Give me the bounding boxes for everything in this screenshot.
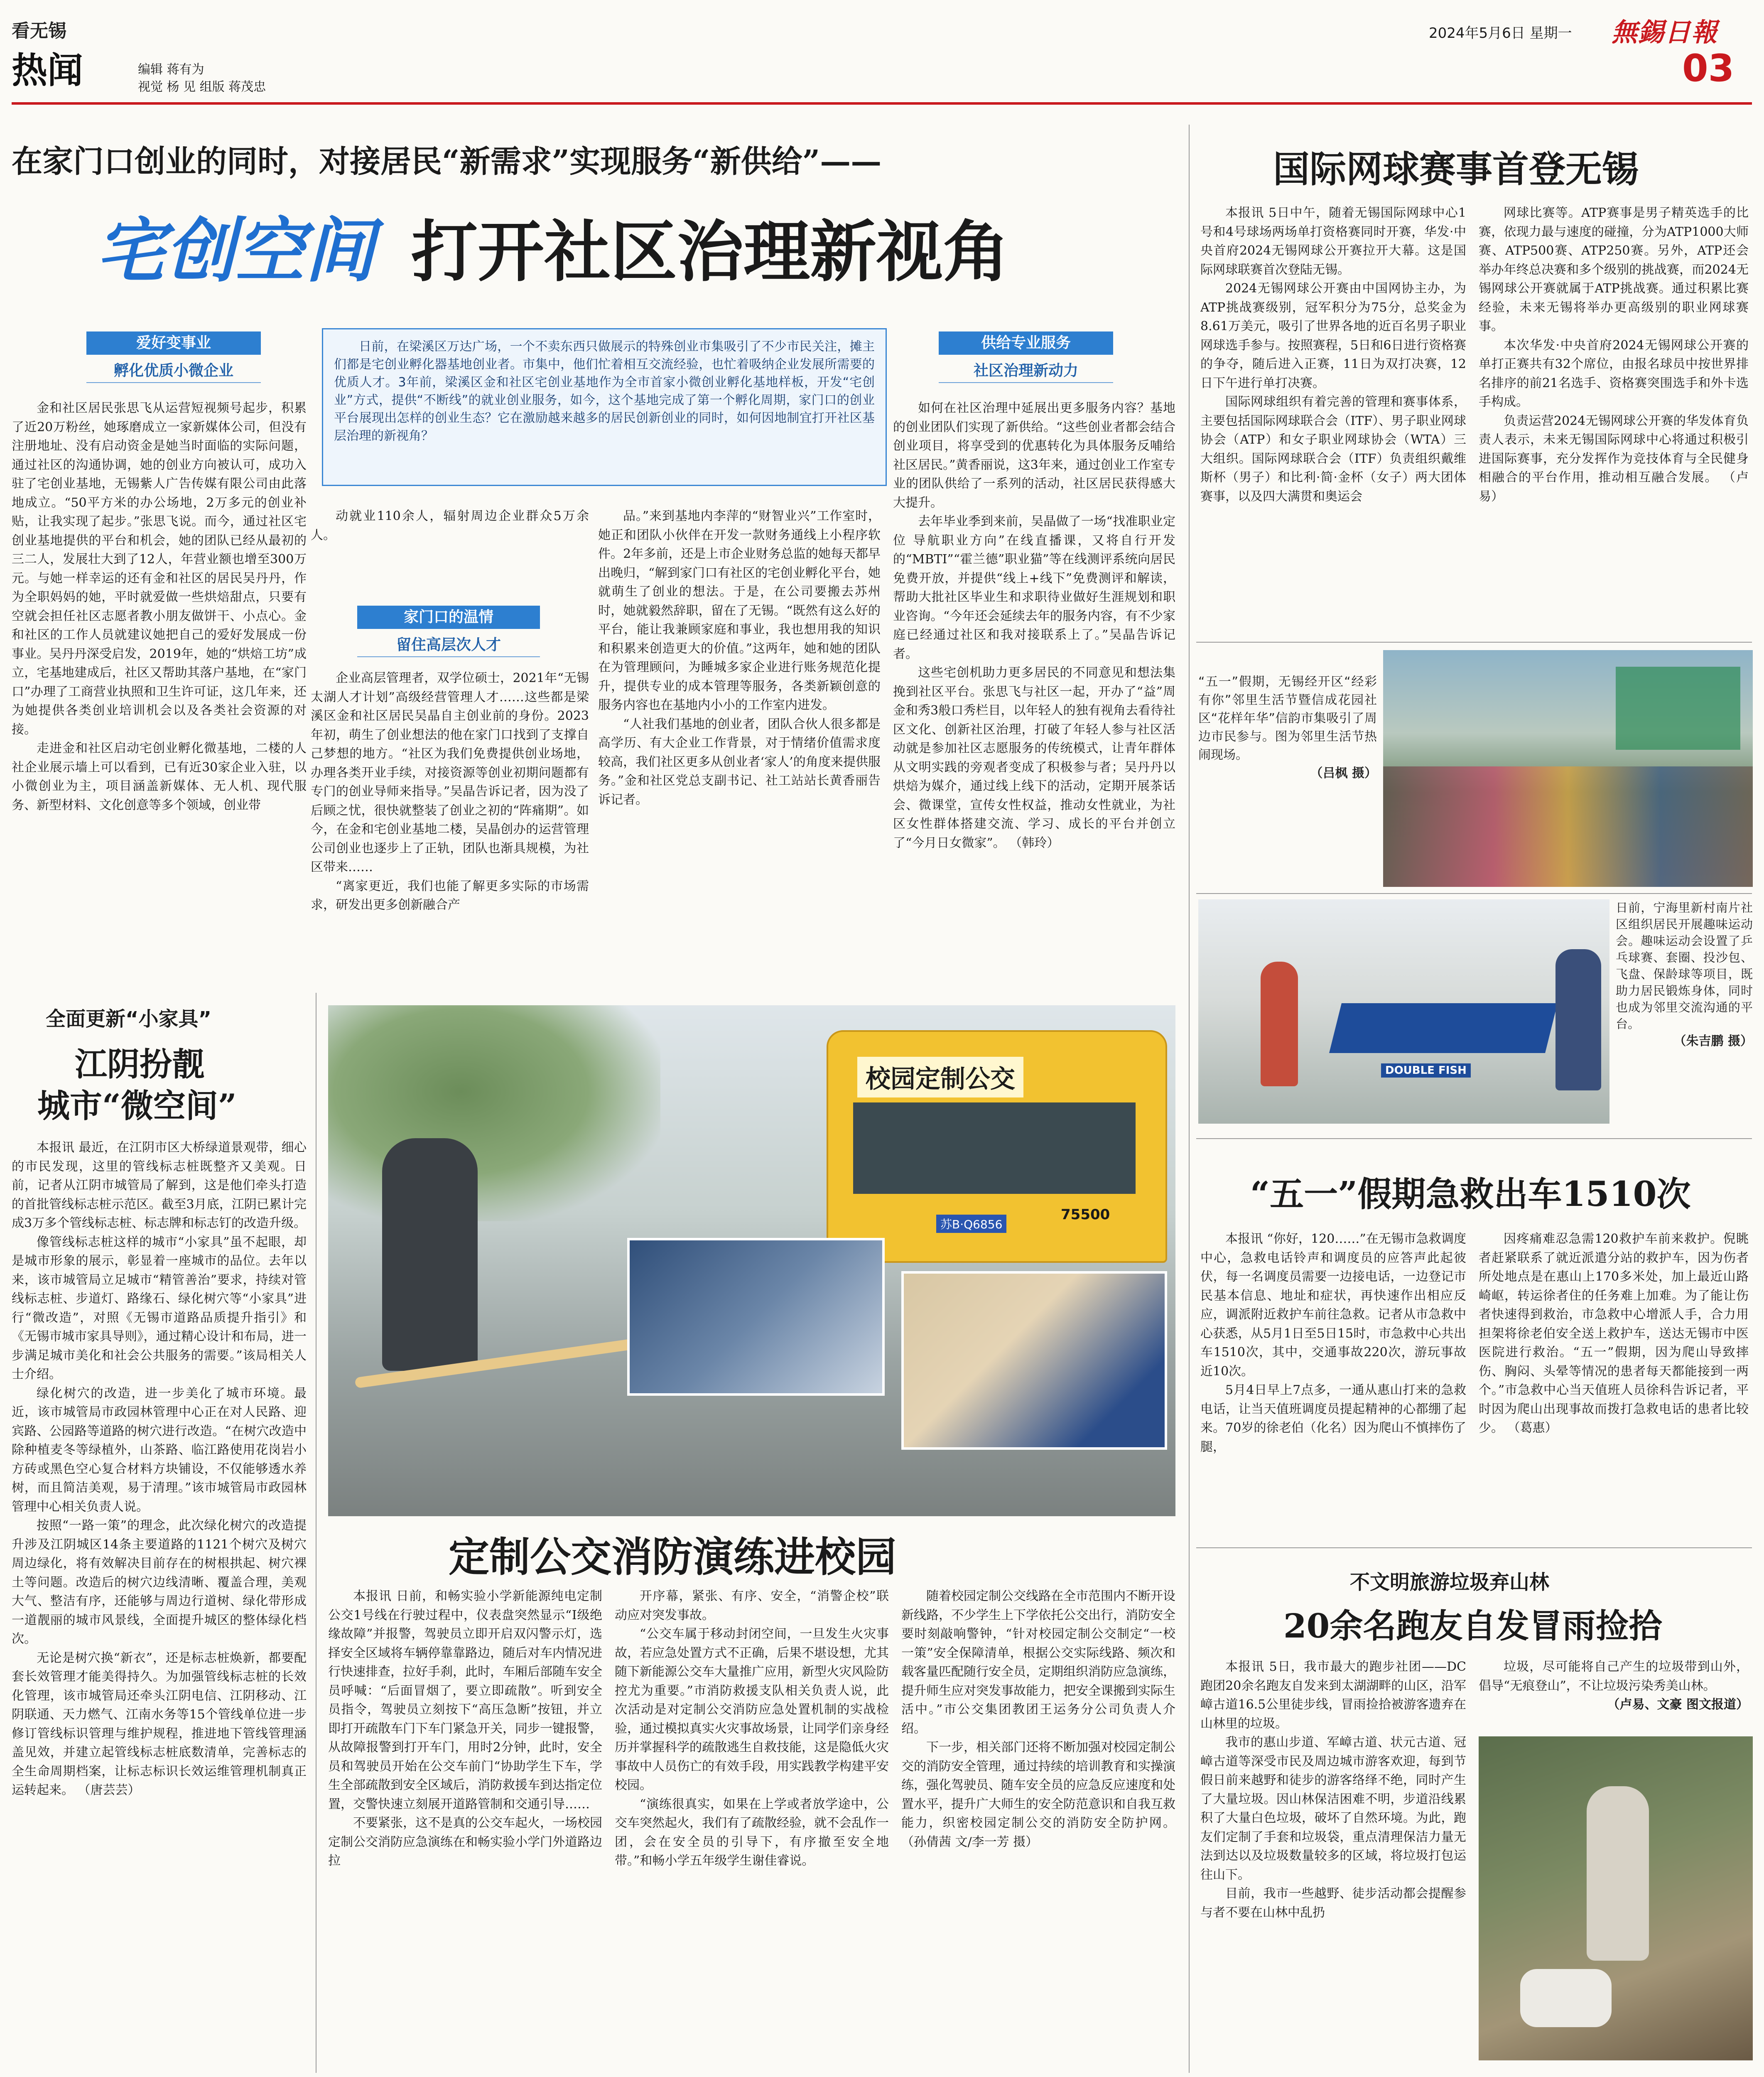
bus-col1 [328,1587,602,2069]
paragraph: 绿化树穴的改造，进一步美化了城市环境。最近，该市城管局市政园林管理中心正在对人民路、迎宾路、公园路等道路的树穴进行改造。“在树穴改造中除种植麦冬等绿植外，山茶路、临江路使用花岗岩小方砖或黑色空心复合材料方块铺设，不仅能够透水养树，而且简洁美观，易于清理。”该市城管局市政园林管理中心相关负责人说。 [12,1386,307,1514]
divider-labor [1196,893,1752,894]
mountain-col1 [1200,1657,1466,2073]
lead-kicker: 在家门口创业的同时，对接居民“新需求”实现服务“新供给”—— [12,144,882,179]
bus-title: 定制公交消防演练进校园 [449,1533,897,1581]
pingpong-table-text: DOUBLE FISH [1381,1063,1471,1078]
editors-line-1: 编辑 蒋有为 [138,62,204,77]
paragraph: “离家更近，我们也能了解更多实际的市场需求，研发出更多创新融合产 [311,879,589,912]
firefighter-figure [382,1138,478,1371]
furniture-title-line2: 城市“微空间” [37,1087,237,1125]
paragraph: 金和社区居民张思飞从运营短视频号起步，积累了近20万粉丝，她琢磨成立一家新媒体公司，但没有注册地址、没有启动资金是她当时面临的实际问题，通过社区的沟通协调，她的创业方向被认可，成功入驻了宅创业基地，无锡紫人广告传媒有限公司由此落地成立。“50平方米的办公场地，2万多元的创业补贴，让我实现了起步。”张思飞说。而今，通过社区宅创业基地提供的平台和机会，她的团队已经从最初的三二人，发展壮大到了12人，年营业额也增至300万元。与她一样幸运的还有金和社区的居民吴丹丹，作为全职妈妈的她，平时就爱做一些烘焙甜点，只要有空就会担任社区志愿者教小朋友做饼干、小点心。金和社区的工作人员就建议她把自己的爱好发展成一份事业。吴丹丹深受启发，2019年，她的“烘焙工坊”成立，宅基地建成后，社区又帮助其落户基地，在“家门口”办理了工商营业执照和卫生许可证，这几年来，还为她提供各类创业培训机会以及各类社会资源的对接。 [12,401,307,737]
lead-col1 [12,399,307,989]
pingpong-table [1329,1003,1558,1053]
paragraph: 5月4日早上7点多，一通从惠山打来的急救电话，让当天值班调度员提起精神的心都绷了起来。70岁的徐老伯（化名）因为爬山不慎摔伤了腿， [1200,1383,1466,1454]
paragraph: 动就业110余人，辐射周边企业群众5万余人。 [311,509,589,543]
ambulance-col1 [1200,1230,1466,1520]
mountain-title: 20余名跑友自发冒雨捡拾 [1283,1606,1662,1645]
paragraph: 网球比赛等。ATP赛事是男子精英选手的比赛，依现力最与速度的碰撞，分为ATP1000大师赛、ATP500赛、ATP250赛。另外，ATP还会举办年终总决赛和多个级别的挑战赛，而2024无锡网球公开赛就属于ATP挑战赛。通过积累比赛经验，未来无锡将举办更高级别的职业网球赛事。 [1479,206,1749,334]
labor-photo-credit: （吕枫 摄） [1310,766,1377,781]
paragraph: 本报讯 最近，在江阴市区大桥绿道景观带，细心的市民发现，这里的管线标志桩既整齐又美观。日前，记者从江阴市城管局了解到，这是他们牵头打造的首批管线标志桩示范区。截至3月底，江阴已累计完成3万多个管线标志桩、标志牌和标志钉的改造升级。 [12,1140,307,1230]
paragraph: 像管线标志桩这样的城市“小家具”虽不起眼，却是城市形象的展示，彰显着一座城市的品位。去年以来，该市城管局立足城市“精管善治”要求，持续对管线标志桩、步道灯、路缘石、绿化树穴等“小家具”进行“微改造”，对照《无锡市道路品质提升指引》和《无锡市城市家具导则》，通过精心设计和布局，进一步满足城市美化和社会公共服务的需要。”该局相关人士介绍。 [12,1235,307,1382]
furniture-body [12,1138,307,2069]
divider-tennis [1196,642,1752,643]
pingpong-photo-credit: （朱吉鹏 摄） [1673,1034,1753,1048]
paragraph: 目前，我市一些越野、徒步活动都会提醒参与者不要在山林中乱扔 [1200,1886,1466,1920]
lead-col2b [311,669,589,989]
ambulance-title: “五一”假期急救出车1510次 [1250,1174,1691,1214]
mountain-photo [1479,1736,1753,2060]
paragraph: 开序幕，紧张、有序、安全，“消警企校”联动应对突发事故。 [615,1589,889,1623]
paragraph: 负责运营2024无锡网球公开赛的华发体育负责人表示，未来无锡国际网球中心将通过积极引进国际赛事，充分发挥作为竞技体育与全民健身相融合的平台作用，推动相互融合发展。 （卢易） [1479,413,1749,504]
bus-license-plate: 苏B·Q6856 [936,1215,1006,1233]
sec1-bar: 爱好变事业 [86,331,261,355]
section-label-big: 热闻 [12,50,83,91]
paragraph: 本报讯 5日，我市最大的跑步社团——DC跑团20余名跑友自发来到太湖湖畔的山区，沿军嶂古道16.5公里徒步线，冒雨捡拾被游客遗弃在山林里的垃圾。 [1200,1660,1466,1731]
paragraph: 不要紧张，这不是真的公交车起火，一场校园定制公交消防应急演练在和畅实验小学门外道路边拉 [328,1816,602,1868]
labor-day-photo [1383,650,1753,887]
paragraph: 这些宅创机助力更多居民的不同意见和想法集挽到社区平台。张思飞与社区一起，开办了“益”周金和秀3般口秀栏目，以年轻人的独有视角去看待社区文化、创新社区治理，打破了年轻人参与社区活动就是参加社区志愿服务的传统模式，让青年群体从文明实践的旁观者变成了积极参与者；吴丹丹以烘焙为媒介，通过线上线下的活动，定期开展茶话会、微课堂，宣传女性权益，推动女性就业，为社区女性群体搭建交流、学习、成长的平台并创立了“今月日女微家”。 （韩玲） [893,665,1175,850]
divider-ambulance [1196,1547,1752,1548]
furniture-title-line1: 江阴扮靓 [75,1046,205,1083]
bus-route-number: 75500 [1061,1206,1110,1223]
mountain-credit: （卢易、文豪 图文报道） [1607,1697,1749,1712]
furniture-kicker: 全面更新“小家具” [46,1007,212,1031]
drill-inset-photo [627,1238,885,1396]
editors-line-2: 视觉 杨 见 组版 蒋茂忠 [138,80,266,94]
paragraph: 我市的惠山步道、军嶂古道、状元古道、冠嶂古道等深受市民及周边城市游客欢迎，每到节假日前来越野和徒步的游客络绎不绝，同时产生了大量垃圾。因山林保洁困难不明，步道沿线累积了大量白色垃圾，破坏了自然环境。为此，跑友们定制了手套和垃圾袋，重点清理保洁力量无法到达以及垃圾数量较多的区域，将垃圾打包运往山下。 [1200,1735,1466,1882]
lead-title-brand: 宅创空间 [96,210,375,292]
sec3-bar: 供给专业服务 [939,331,1113,355]
paragraph: 国际网球组织有着完善的管理和赛事体系，主要包括国际网球联合会（ITF）、男子职业网球协会（ATP）和女子职业网球协会（WTA）三大组织。国际网球联合会（ITF）负责组织戴维斯杯（男子）和比利·简·金杯（女子）两大团体赛事，以及四大满贯和奥运会 [1200,395,1466,504]
paragraph: 本报讯 5日中午，随着无锡国际网球中心1号和4号球场两场单打资格赛同时开赛，华发·中央首府2024无锡网球公开赛拉开大幕。这是国际网球联赛首次登陆无锡。 [1200,206,1466,277]
paragraph: 因疼痛难忍急需120救护车前来救护。倪眺者赶紧联系了就近派遣分站的救护车，因为伤者所处地点是在惠山上170多米处，加上最近山路崎岖，转运徐者住的任务难上加难。为了能让伤者快速得到救治，市急救中心增派人手，合力用担架将徐老伯安全送上救护车，送达无锡市中医医院进行救治。“五一”假期，因为爬山导致摔伤、胸闷、头晕等情况的患者每天都能接到一两个。”市急救中心当天值班人员徐科告诉记者，平时因为爬山出现事故而拨打急救电话的患者比较少。 （葛惠） [1479,1232,1749,1435]
paragraph: 本次华发·中央首府2024无锡网球公开赛的单打正赛共有32个席位，由报名球员中按世界排名排序的前21名选手、资格赛突围选手和外卡选手构成。 [1479,338,1749,409]
sec1-subtitle: 孵化优质小微企业 [86,360,261,383]
labor-caption-box [1198,673,1377,910]
paragraph: 随着校园定制公交线路在全市范围内不断开设新线路，不少学生上下学依托公交出行，消防安全要时刻敲响警钟，“针对校园定制公交制定“一校一策”安全保障清单，根据公交实际线路、频次和载客量匹配随行安全员，定期组织消防应急演练，提升师生应对突发事故能力，把安全课搬到实际生活中。”市公交集团教团王运务分公司负责人介绍。 [901,1589,1175,1736]
paragraph: 下一步，相关部门还将不断加强对校园定制公交的消防安全管理，通过持续的培训教育和实操演练，强化驾驶员、随车安全员的应急反应速度和处置水平，提升广大师生的安全防范意识和自我互救能力，织密校园定制公交的消防安全防护网。 （孙倩茜 文/李一芳 摄） [901,1740,1175,1849]
ambulance-col2 [1479,1230,1749,1520]
paragraph: “公交车属于移动封闭空间，一旦发生火灾事故，若应急处置方式不正确，后果不堪设想，尤其随下新能源公交车大量推广应用，新型火灾风险防控尤为重要。”市消防救援支队相关负责人说，此次活动是对定制公交消防应急处置机制的实战检验，通过模拟真实火灾事故场景，让同学们亲身经历并掌握科学的疏散逃生自救技能，这是隐低火灾事故中人员伤亡的有效手段，用实践教学构建平安校园。 [615,1627,889,1792]
sec3-subtitle: 社区治理新动力 [939,360,1113,383]
paragraph: 无论是树穴换“新衣”，还是标志桩焕新，都要配套长效管理才能美得持久。为加强管线标志桩的长效化管理，该市城管局还牵头江阴电信、江阴移动、江阴联通、天力燃气、江南水务等15个管线单位进一步修订管线标识管理与维护规程，推进地下管线管理涵盖见效，并建立起管线标志桩底数清单，完善标志的全生命周期档案，让标志标识长效运维管理机制真正运转起来。 （唐芸芸） [12,1650,307,1797]
section-label-small: 看无锡 [12,20,66,42]
divider-bottom-right [1189,1437,1190,2073]
paragraph: 按照“一路一策”的理念，此次绿化树穴的改造提升涉及江阴城区14条主要道路的1121个树穴及树穴周边绿化，将有效解决目前存在的树根拱起、树穴裸土等问题。改造后的树穴边线清晰、覆盖合理，美观大气、整洁有序，还能够与周边行道树、绿化带形成一道靓丽的城市风景线，全面提升城区的整体绿化档次。 [12,1518,307,1646]
bus-col3 [901,1587,1175,2069]
sec2-subtitle: 留住高层次人才 [357,634,540,657]
bus-drill-photo [328,1005,1175,1516]
divider-lead-right [1189,125,1190,1437]
paragraph: 垃圾，尽可能将自己产生的垃圾带到山外，倡导“无痕登山”，不让垃圾污染秀美山林。 [1479,1660,1749,1693]
page-number: 03 [1682,47,1735,90]
tree-backdrop [328,1005,660,1221]
booth-sign [1616,667,1740,750]
lead-intro-text: 日前，在梁溪区万达广场，一个不卖东西只做展示的特殊创业市集吸引了不少市民关注，摊主们都是宅创业孵化器基地创业者。市集中，他们忙着相互交流经验，也忙着吸纳企业发展所需要的优质人才。3年前，梁溪区金和社区宅创业基地作为全市首家小微创业孵化基地样板，开发“宅创业”方式，提供“不断线”的就业创业服务，如今，这个基地完成了第一个孵化周期，家门口的创业平台展现出怎样的创业生态？它在激励越来越多的居民创新创业的同时，如何因地制宜打开社区基层治理的新视角？ [334,339,875,443]
divider-pingpong [1196,1138,1752,1139]
player-right [1555,949,1601,1090]
lead-col4 [893,399,1175,989]
paragraph: 去年毕业季到来前，吴晶做了一场“找准职业定位 导航职业方向”在线直播课，又将自行开发的“MBTI”“霍兰德”职业猫”等在线测评系统向居民免费开放，并提供“线上+线下”免费测评和解读，帮助大批社区毕业生和求职待业做好生涯规划和职业咨询。“今年还会延续去年的服务内容，有不少家庭已经通过社区和我对接联系上了。”吴晶告诉记者。 [893,514,1175,661]
bus-windshield [853,1102,1136,1194]
crowd-shape [1383,766,1753,887]
mountain-kicker: 不文明旅游垃圾弃山林 [1350,1571,1550,1594]
sec2-bar: 家门口的温情 [357,606,540,629]
bus-sign: 校园定制公交 [857,1057,1023,1097]
header-rule [12,102,1752,105]
school-bus [827,1030,1167,1263]
paragraph: 品。”来到基地内李萍的“财智业兴”工作室时，她正和团队小伙伴在开发一款财务通线上小程序软件。2年多前，还是上市企业财务总监的她每天都早出晚归，“解到家门口有社区的宅创业孵化平台，她就萌生了创业的想法。于是，在公司要搬去苏州时，她就毅然辞职，留在了无锡。“既然有这么好的平台，能让我兼顾家庭和事业，我也想用我的知识和积累来创造更大的价值。”这两年，她和她的团队在为管理顾问，为睡城多家企业进行账务规范化提升，提供专业的成本管理等服务，各类新颖创意的服务内容也在基地内小小的工作室内进发。 [598,509,881,712]
labor-photo-caption: “五一”假期，无锡经开区“经彩有你”邻里生活节暨信成花园社区“花样年华”信韵市集吸引了周边市民参与。图为邻里生活节热闹现场。 [1198,675,1377,762]
trash-bag [1520,1969,1612,2027]
lead-title: 打开社区治理新视角 [411,213,1010,291]
paragraph: “演练很真实，如果在上学或者放学途中，公交车突然起火，我们有了疏散经验，就不会乱作一团，会在安全员的引导下，有序撤至安全地带。”和畅小学五年级学生谢佳睿说。 [615,1797,889,1868]
students-inset-photo [901,1271,1167,1450]
paragraph: 2024无锡网球公开赛由中国网协主办，为ATP挑战赛级别，冠军积分为75分，总奖金为8.61万美元，吸引了世界各地的近百名男子职业网球选手参与。按照赛程，5日和6日进行资格赛的争夺，随后进入正赛，11日为双打决赛，12日下午进行单打决赛。 [1200,281,1466,390]
paragraph: 走进金和社区启动宅创业孵化微基地，二楼的人社企业展示墙上可以看到，已有近30家企业入驻，以小微创业为主，项目涵盖新媒体、无人机、现代服务、新型材料、文化创意等多个领域，创业带 [12,741,307,813]
lead-col2 [311,507,589,548]
player-left [1261,962,1298,1086]
paragraph: 本报讯 日前，和畅实验小学新能源纯电定制公交1号线在行驶过程中，仪表盘突然显示“Ⅰ级绝缘故障”并报警，驾驶员立即开启双闪警示灯，选择安全区域将车辆停靠靠路边，随后对车内情况进行快速排查，拉好手刹，此时，车厢后部随车安全员呼喊：“后面冒烟了，要立即疏散”。听到安全员指令，驾驶员立刻按下“高压急断”按钮，并立即打开疏散车门下车门紧急开关，同步一键报警，从故障报警到打开车门，用时2分钟，此时，安全员和驾驶员开始在公交车前门“协助学生下车，学生全部疏散到安全区域后，消防救援车到达指定位置，交警快速立刻展开道路管制和交通引导…… [328,1589,602,1812]
mountain-col2 [1479,1657,1749,1741]
page-header [0,0,1764,104]
paragraph: “人社我们基地的创业者，团队合伙人很多都是高学历、有大企业工作背景，对于情绪价值需求度较高，我们社区更多从创业者‘家人’的角度来提供服务。”金和社区党总支副书记、社工站站长黄香丽告诉记者。 [598,717,881,807]
pingpong-photo-caption: 日前，宁海里新村南片社区组织居民开展趣味运动会。趣味运动会设置了乒乓球赛、套圈、投沙包、飞盘、保龄球等项目，既助力居民锻炼身体，同时也成为邻里交流沟通的平台。 [1616,901,1753,1031]
pingpong-photo [1198,899,1609,1124]
pingpong-caption-box [1616,899,1753,1124]
lead-intro-box [322,328,887,486]
issue-date: 2024年5月6日 星期一 [1429,25,1572,42]
paragraph: 企业高层管理者，双学位硕士，2021年“无锡太湖人才计划”高级经营管理人才……这些都是梁溪区金和社区居民吴晶自主创业前的身份。2023年初，萌生了创业想法的他在家门口找到了支撑自己梦想的地方。“社区为我们免费提供创业场地，办理各类开业手续，对接资源等创业初期问题都有专门的创业导师来指导。”吴晶告诉记者，因为没了后顾之忧，很快就整装了创业之初的“阵痛期”。如今，在金和宅创业基地二楼，吴晶创办的运营管理公司创业也逐步上了正轨，团队也渐具规模，为社区带来…… [311,671,589,874]
paragraph: 如何在社区治理中延展出更多服务内容？基地的创业团队们实现了新供给。“这些创业者都会结合创业项目，将享受到的优惠转化为具体服务反哺给社区居民。”黄香丽说，这3年来，通过创业工作室专业的团队供给了一系列的活动，社区居民获得感大大提升。 [893,401,1175,510]
paragraph: 本报讯 “你好，120……”在无锡市急救调度中心，急救电话铃声和调度员的应答声此起彼伏，每一名调度员需要一边接电话，一边登记市民基本信息、地址和症状，再快速作出相应反应，调派附近救护车前往急救。记者从市急救中心获悉，从5月1日至5日15时，市急救中心共出车1510次，其中，交通事故220次，游玩事故近10次。 [1200,1232,1466,1379]
lead-col3 [598,507,881,989]
bus-col2 [615,1587,889,2069]
tennis-title: 国际网球赛事首登无锡 [1273,147,1639,191]
masthead-logo: 無錫日報 [1612,17,1718,47]
runner-figure [1587,1786,1649,1961]
